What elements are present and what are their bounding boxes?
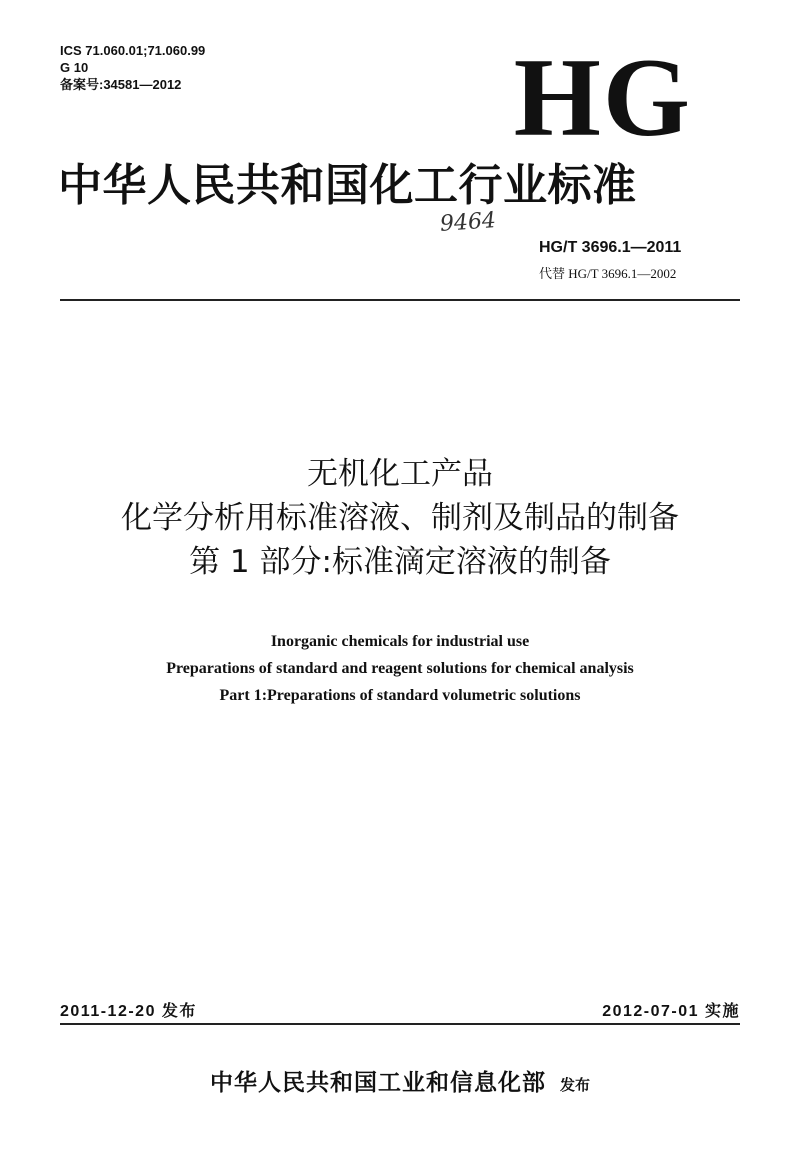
chinese-title-line-1: 无机化工产品 — [307, 456, 493, 492]
english-title — [0, 628, 800, 709]
handwritten-note: 9464 — [439, 208, 497, 237]
chinese-title — [0, 452, 800, 584]
document-metadata — [60, 42, 205, 93]
top-divider — [60, 299, 740, 301]
standard-number: HG/T 3696.1—2011 — [539, 239, 682, 256]
record-number: 备案号:34581—2012 — [60, 77, 182, 92]
standard-category-title: 中华人民共和国化工行业标准 — [58, 160, 637, 211]
implementation-date: 2012-07-01 实施 — [602, 1003, 740, 1020]
publisher-suffix: 发布 — [559, 1076, 590, 1094]
classification-code: G 10 — [60, 60, 89, 75]
ics-code: ICS 71.060.01;71.060.99 — [60, 43, 206, 58]
issue-date: 2011-12-20 发布 — [60, 1003, 197, 1020]
chinese-title-line-2: 化学分析用标准溶液、制剂及制品的制备 — [121, 500, 679, 536]
replaces-standard: 代替 HG/T 3696.1—2002 — [539, 266, 677, 281]
publisher — [0, 1064, 800, 1097]
publisher-name: 中华人民共和国工业和信息化部 — [209, 1069, 546, 1096]
hg-logo: HG — [513, 36, 692, 160]
english-title-line-3: Part 1:Preparations of standard volumetric solutions — [219, 687, 581, 704]
english-title-line-2: Preparations of standard and reagent solutions for chemical analysis — [166, 660, 634, 677]
english-title-line-1: Inorganic chemicals for industrial use — [270, 633, 530, 650]
chinese-title-line-3: 第 1 部分:标准滴定溶液的制备 — [189, 544, 611, 580]
bottom-divider — [60, 1023, 740, 1025]
